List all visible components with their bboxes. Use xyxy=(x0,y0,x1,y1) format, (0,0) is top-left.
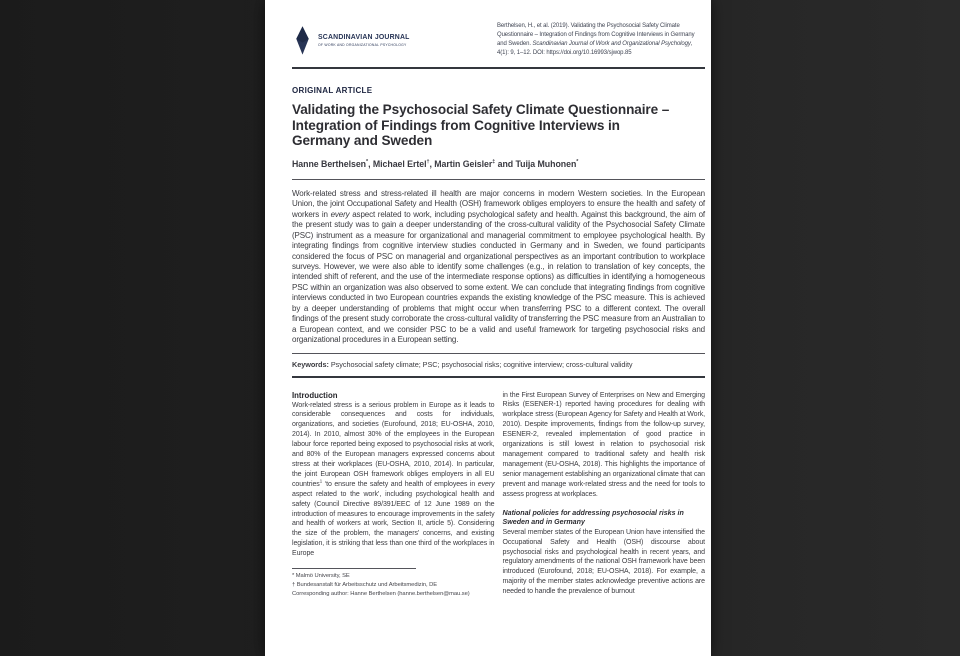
left-column xyxy=(292,391,495,599)
title-line-2: Integration of Findings from Cognitive Interviews in xyxy=(292,117,620,133)
author-mark-1: * xyxy=(366,158,369,165)
citation-text-before: Berthelsen, H., et al. (2019). Validating the Psychosocial Safety Climate Questionnaire – Integration of Findings from Cognitive Interviews in Germany and Sweden. xyxy=(497,23,695,47)
keywords-line xyxy=(292,360,705,369)
introduction-heading: Introduction xyxy=(292,390,338,400)
footnote-block xyxy=(292,568,495,598)
journal-logo xyxy=(292,26,410,55)
right-column-paragraph-1: in the First European Survey of Enterprises on New and Emerging Risks (ESENER-1) reported having procedures for dealing with workplace stress (European Agency for Safety and Health at Work, 2010). Despite improvements, findings from the follow-up survey, ESENER-2, revealed implementation of good practice in organizations is still lowest in relation to psychosocial risk management compared to traditional safety and health risk management (EU-OSHA, 2018). This highlights the importance of senior management establishing an organizational climate that can prevent and manage work-related stress and the need for tools to assess progress at workplaces. xyxy=(502,391,705,498)
intro-text-3: aspect related to the work’, including psychological health and safety (Council Directive 89/391/EEC of 12 June 1989 on the introduction of measures to encourage improvements in the safety and health of workers at work, Section II, article 5). Considering the size of the problem, the managers’ concerns, and existing legislation, it is striking that less than one third of the workplaces in Europe xyxy=(292,490,495,558)
abstract-text-1: Work-related stress and stress-related ill health are major concerns in modern Western societies. In the European Union, the joint Occupational Safety and Health (OSH) framework obliges employers to ensure the health and safety of workers in xyxy=(292,188,705,219)
abstract-text-2: aspect related to work, including psychological safety and health. Against this background, the aim of the present study was to gain a deeper understanding of the cross-cultural validity of the Psychosocial Safety Climate (PSC) instrument as a measure for organizational and managerial commitment to employee psychological health. By integrating findings from cognitive interview studies conducted in Germany and in Sweden, we found participants considered the focus of PSC on managerial and organizational perspectives as an important contribution to workplace surveys. However, we were also able to identify some challenges (e.g., in relation to translation of key concepts, the intended shift of referent, and the use of the intermediate response options) as difficulties in identifying a homogeneous PSC within an organization was also observed to some extent. We can conclude that integrating findings from cognitive interviews conducted in two European countries expands the existing knowledge of the PSC measure. This is achieved by a deeper understanding of problems that might occur when transferring PSC to a different context. The overall findings of the present study corroborate the cross-cultural validity of transferring the PSC measure from an Australian to a European context, and we consider PSC to be a valid and useful framework for targeting psychosocial risks and organizational procedures in a European setting. xyxy=(292,209,705,345)
abstract-paragraph xyxy=(292,189,705,346)
author-separator: , xyxy=(429,158,435,169)
right-column-paragraph-2: Several member states of the European Union have intensified the Occupational Safety and Health (OSH) discourse about psychosocial risks and psychological health in recent years, and regulatory amendments of the national OSH framework have been introduced (Eurofound, 2018; EU-OSHA, 2018). For example, a majority of the member states acknowledge preventive actions are needed to handle the prevalence of burnout xyxy=(502,528,705,596)
intro-text-1: Work-related stress is a serious problem in Europe as it leads to considerable consequences and costs for individuals, organizations, and societies (Eurofound, 2018; EU-OSHA, 2010, 2014). In 2010, almost 30% of the employees in the European labour force reported being exposed to psychosocial risks at work, and 80% of the European managers expressed concerns about stress at their workplaces (EU-OSHA, 2010, 2014). In particular, the joint European OSH framework obliges employers in all EU countries xyxy=(292,401,495,488)
author-name-2: Michael Ertel xyxy=(372,158,427,169)
author-separator: , xyxy=(368,158,373,169)
keywords-text: Psychosocial safety climate; PSC; psychosocial risks; cognitive interview; cross-cultural validity xyxy=(328,359,633,369)
header-divider xyxy=(292,67,705,69)
intro-text-2: ‘to ensure the safety and health of employees in xyxy=(322,480,478,488)
author-name-1: Hanne Berthelsen xyxy=(292,158,366,169)
author-separator: and xyxy=(495,158,516,169)
citation-doi-link[interactable]: https://doi.org/10.16993/sjwop.85 xyxy=(546,50,632,56)
author-mark-3: ‡ xyxy=(492,158,496,165)
citation-block xyxy=(497,22,705,58)
citation-text-after: , 4(1): 9, 1–12. DOI: xyxy=(497,41,693,56)
corresponding-author-close: ) xyxy=(467,590,470,597)
title-line-1: Validating the Psychosocial Safety Climate Questionnaire – xyxy=(292,102,670,117)
body-columns xyxy=(292,391,705,599)
footnote-corresponding-author xyxy=(292,590,495,599)
corresponding-author-label: Corresponding author: Hanne Berthelsen ( xyxy=(292,590,400,597)
journal-logo-diamond-icon xyxy=(292,26,313,55)
journal-subtitle: OF WORK AND ORGANIZATIONAL PSYCHOLOGY xyxy=(318,42,407,47)
author-name-4: Tuija Muhonen xyxy=(515,158,577,169)
abstract-emphasis: every xyxy=(330,209,350,219)
author-name-3: Martin Geisler xyxy=(434,158,493,169)
corresponding-author-email-link[interactable]: hanne.berthelsen@mau.se xyxy=(399,590,468,597)
article-type-label: ORIGINAL ARTICLE xyxy=(292,86,373,95)
author-list xyxy=(292,159,705,169)
article-title xyxy=(292,102,705,149)
right-column xyxy=(503,391,706,599)
keywords-divider xyxy=(292,376,705,378)
footnote-divider xyxy=(292,568,416,569)
national-policies-subheading: National policies for addressing psychosocial risks in Sweden and in Germany xyxy=(502,508,684,527)
paper-page xyxy=(265,0,711,656)
introduction-paragraph xyxy=(292,401,495,560)
journal-logo-text xyxy=(318,34,410,47)
intro-footnote-mark: 1 xyxy=(319,478,323,484)
abstract-divider xyxy=(292,353,705,354)
author-mark-2: † xyxy=(426,158,430,165)
intro-emphasis: every xyxy=(477,480,495,488)
page-header xyxy=(292,22,705,58)
footnote-affiliation-1: * Malmö University, SE xyxy=(292,573,350,580)
author-mark-4: * xyxy=(576,158,579,165)
title-line-3: Germany and Sweden xyxy=(292,133,433,149)
footnote-affiliation-2: † Bundesanstalt für Arbeitsschutz und Arbeitsmedizin, DE xyxy=(292,581,438,588)
keywords-label: Keywords: xyxy=(292,359,329,369)
authors-divider xyxy=(292,179,705,180)
journal-name: SCANDINAVIAN JOURNAL xyxy=(318,34,410,42)
citation-journal-name: Scandinavian Journal of Work and Organizational Psychology xyxy=(532,41,691,47)
